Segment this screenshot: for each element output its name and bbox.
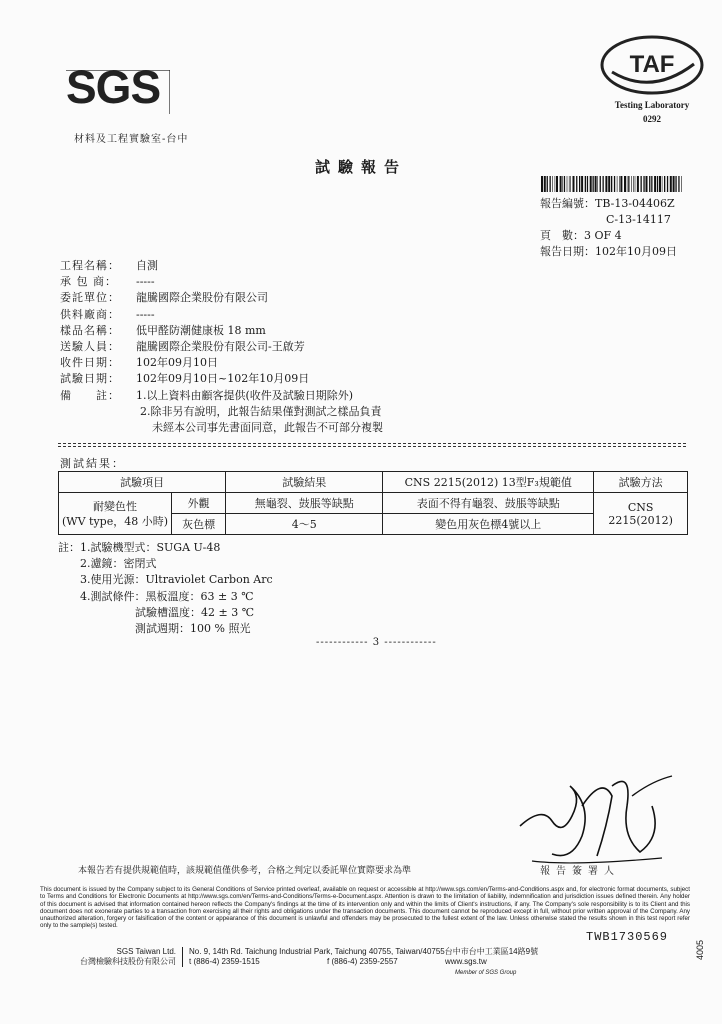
info-label: 收件日期： [60, 356, 120, 370]
table-row [59, 493, 688, 514]
report-date-row [540, 244, 677, 260]
info-value: 龍騰國際企業股份有限公司 [136, 291, 268, 305]
legal-fine-print: This document is issued by the Company subject to its General Conditions of Service printed overleaf, available on request or accessible at http://www.sgs.com/en/Terms-and-Conditions.aspx and, for electronic format documents, subject to Terms and Conditions for Electronic Documents at http://www.sgs.com/en/Terms-and-Conditions/Terms-e-Document.aspx. Attention is drawn to the limitation of liability, indemnification and jurisdiction issues defined therein. Any holder of this document is advised that information contained hereon reflects the Company's findings at the time of its intervention only and within the limits of Client's instructions, if any. The Company's sole responsibility is to its Client and this document does not exonerate parties to a transaction from exercising all their rights and obligations under the transaction documents. This document cannot be reproduced except in full, without prior written approval of the Company. Any unauthorized alteration, forgery or falsification of the content or appearance of this document is unlawful and offenders may be prosecuted to the fullest extent of the law. Unless otherwise stated the results shown in this test report refer only to the sample(s) tested. [40, 886, 690, 930]
note-line: 註：1.試驗機型式：SUGA U-48 [58, 541, 221, 554]
sub-item: 外觀 [172, 493, 226, 514]
results-label: 測試結果： [60, 457, 125, 470]
results-table [58, 471, 688, 535]
info-label: 樣品名稱： [60, 323, 120, 337]
signature-label: 報告簽署人 [540, 866, 620, 877]
info-value: ----- [136, 275, 155, 289]
info-value: 102年09月10日~102年10月09日 [136, 372, 310, 386]
info-value: 自測 [136, 259, 158, 272]
taf-logo-icon [598, 34, 706, 96]
info-row-submitter [60, 339, 383, 355]
spec-cell: 變色用灰色標4號以上 [383, 514, 594, 535]
info-label: 送驗人員： [60, 340, 120, 354]
page-marker: ------------ 3 ------------ [316, 637, 437, 648]
table-header: 試驗結果 [226, 472, 383, 493]
info-row-supplier [60, 307, 383, 323]
info-label: 備 註： [60, 388, 120, 402]
page-count: 3 OF 4 [584, 229, 622, 242]
info-label: 工程名稱： [60, 259, 120, 272]
address-row [80, 947, 640, 957]
info-label: 委託單位： [60, 291, 120, 305]
signature-icon [512, 766, 682, 876]
report-number-2: C-13-14117 [606, 213, 671, 226]
sub-item: 灰色標 [172, 514, 226, 535]
table-header: 試驗方法 [594, 472, 688, 493]
info-value: 龍騰國際企業股份有限公司-王啟芳 [136, 340, 305, 354]
test-item-name: 耐變色性 [93, 499, 137, 513]
table-header-row [59, 472, 688, 493]
taf-number: 0292 [643, 114, 661, 124]
report-number: TB-13-04406Z [595, 197, 675, 210]
result-cell: 4～5 [226, 514, 383, 535]
note-line: 試驗槽溫度：42 ± 3 ℃ [58, 605, 255, 619]
test-item [59, 493, 172, 535]
website: www.sgs.tw [445, 957, 487, 966]
page-count-row [540, 228, 677, 244]
address-en: No. 9, 14th Rd. Taichung Industrial Park, Taichung 40755, Taiwan [189, 947, 421, 956]
side-number: 4005 [695, 939, 705, 960]
note-line: 4.測試條件：黑板溫度：63 ± 3 ℃ [58, 589, 254, 603]
note-line: 3.使用光源：Ultraviolet Carbon Arc [58, 573, 273, 587]
report-date: 102年10月09日 [595, 245, 677, 258]
company-name-zh: 台灣檢驗科技股份有限公司 [80, 957, 183, 967]
report-date-label: 報告日期： [540, 245, 595, 258]
fax-number: f (886-4) 2359-2557 [327, 957, 398, 966]
remark-line-3: 未經本公司事先書面同意，此報告不可部分複製 [152, 421, 383, 435]
test-item-condition: (WV type，48 小時) [61, 514, 168, 528]
separator-rule [58, 446, 686, 447]
report-meta [540, 196, 677, 260]
lab-name: 材料及工程實驗室-台中 [74, 134, 189, 145]
test-notes [58, 540, 273, 637]
note-line: 2.濾鏡：密閉式 [58, 557, 157, 571]
spec-cell: 表面不得有龜裂、鼓脹等缺點 [383, 493, 594, 514]
contact-row [80, 957, 640, 967]
report-number-label: 報告編號： [540, 197, 595, 210]
certificate-number: TWB1730569 [586, 930, 669, 944]
page-count-label: 頁 數： [540, 229, 584, 242]
report-number-row [540, 196, 677, 212]
advisory-note: 本報告若有提供規範值時，該規範值僅供參考，合格之判定以委託單位實際要求為準 [78, 866, 412, 876]
info-row-project [60, 258, 383, 274]
table-header: 試驗項目 [59, 472, 226, 493]
info-row-sample [60, 323, 383, 339]
table-header: CNS 2215(2012) 13型F₃規範值 [383, 472, 594, 493]
info-label: 試驗日期： [60, 372, 120, 386]
info-label: 承 包 商： [60, 275, 117, 289]
member-label: Member of SGS Group [455, 970, 517, 976]
sgs-logo: SGS [66, 61, 161, 113]
company-name-en: SGS Taiwan Ltd. [80, 947, 183, 957]
document-title: 試驗報告 [314, 158, 407, 176]
info-row-remarks [60, 388, 383, 404]
taf-caption [596, 98, 708, 126]
info-label: 供料廠商： [60, 307, 120, 321]
result-cell: 無龜裂、鼓脹等缺點 [226, 493, 383, 514]
info-value: 1.以上資料由顧客提供(收件及試驗日期除外) [136, 388, 354, 402]
info-value: ----- [136, 307, 155, 321]
project-info [60, 258, 383, 436]
note-line: 測試週期：100 % 照光 [58, 622, 251, 636]
info-row-received [60, 355, 383, 371]
info-row-test-date [60, 371, 383, 387]
barcode-icon [541, 176, 685, 192]
info-row-client [60, 290, 383, 306]
address-zh: /40755台中市台中工業區14路9號 [420, 947, 539, 956]
taf-logo-text: TAF [629, 51, 675, 78]
taf-label: Testing Laboratory [614, 100, 690, 110]
info-value: 低甲醛防潮健康板 18 mm [136, 323, 266, 337]
info-value: 102年09月10日 [136, 356, 218, 370]
separator-rule [58, 443, 686, 444]
phone-number: t (886-4) 2359-1515 [189, 957, 260, 966]
info-row-contractor [60, 274, 383, 290]
method-cell: CNS 2215(2012) [594, 493, 688, 535]
remark-line-2: 2.除非另有說明，此報告結果僅對測試之樣品負責 [140, 404, 382, 418]
company-address [80, 947, 640, 967]
